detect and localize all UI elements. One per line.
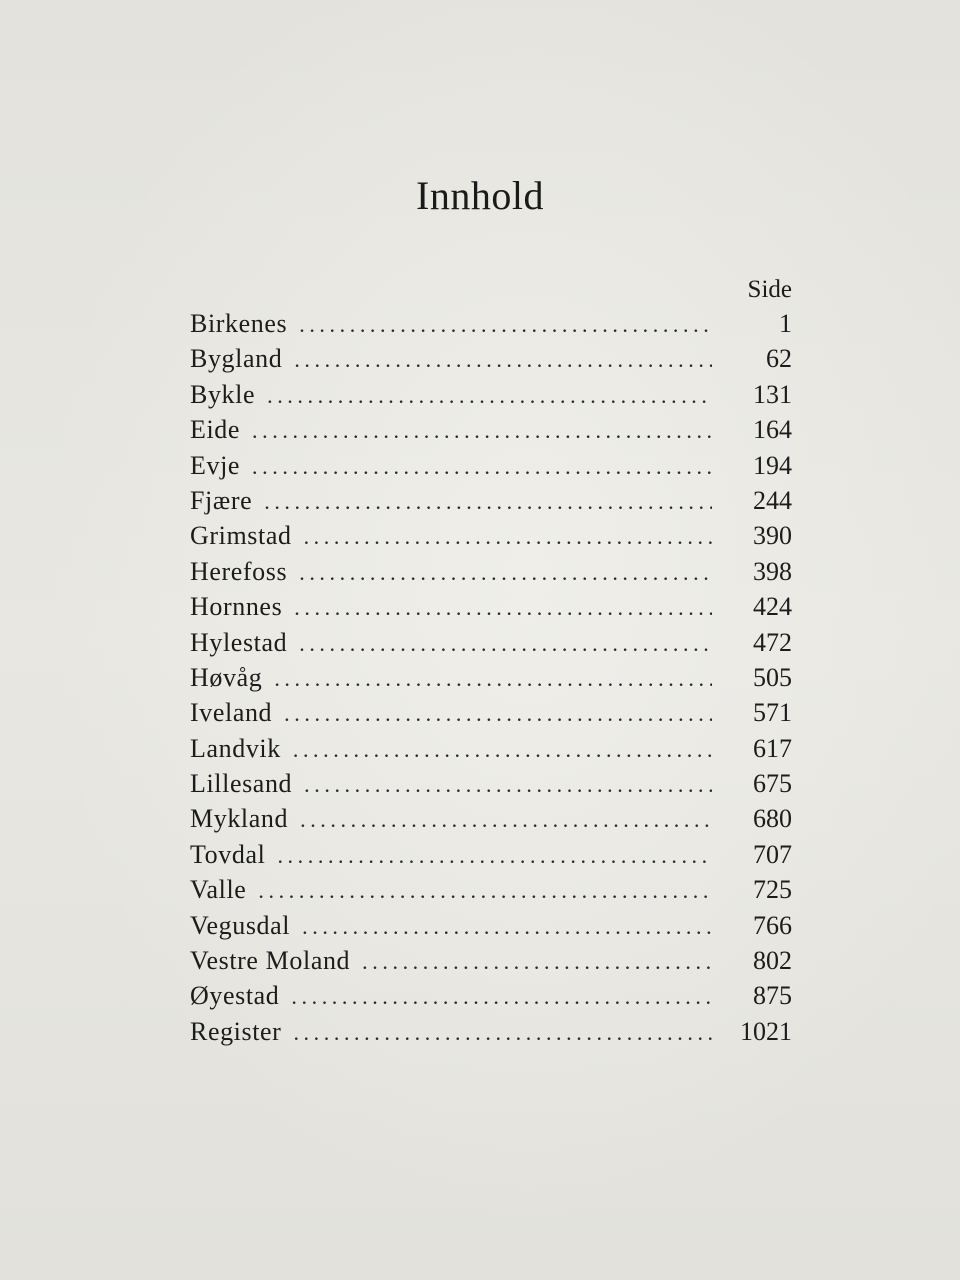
- toc-entry-page-number: 424: [753, 592, 792, 622]
- toc-entry: [190, 589, 792, 624]
- dot-leader: [362, 944, 712, 979]
- dot-leader: [277, 838, 712, 873]
- dot-leader: [299, 307, 712, 342]
- toc-entry: [190, 731, 792, 766]
- toc-entry-page-number: 164: [753, 415, 792, 445]
- toc-entry-page-number: 131: [753, 379, 792, 409]
- dot-leader: [252, 449, 712, 484]
- toc-entry: [190, 1014, 792, 1049]
- toc-entry-name: Register: [190, 1016, 282, 1046]
- dot-leader: [304, 767, 712, 802]
- toc-entry-name: Herefoss: [190, 556, 288, 586]
- toc-entry-name: Grimstad: [190, 521, 292, 551]
- toc-entry-page-number: 398: [753, 556, 792, 586]
- dot-leader: [294, 590, 712, 625]
- page-column-header: Side: [747, 276, 792, 303]
- toc-entry-name: Landvik: [190, 733, 281, 763]
- table-of-contents: [190, 274, 792, 1049]
- toc-entry: [190, 341, 792, 376]
- toc-entry-name: Vegusdal: [190, 910, 291, 940]
- toc-entry-name: Tovdal: [190, 839, 266, 869]
- toc-entry-name: Bygland: [190, 344, 283, 374]
- toc-entry: [190, 660, 792, 695]
- toc-entry-page-number: 505: [753, 662, 792, 692]
- toc-entry-name: Fjære: [190, 485, 253, 515]
- toc-entry: [190, 695, 792, 730]
- toc-entry-name: Høvåg: [190, 662, 263, 692]
- toc-entry: [190, 943, 792, 978]
- toc-entry-page-number: 875: [753, 981, 792, 1011]
- toc-entry: [190, 872, 792, 907]
- toc-entry-name: Lillesand: [190, 769, 293, 799]
- toc-entry-page-number: 62: [766, 344, 792, 374]
- toc-entry: [190, 766, 792, 801]
- dot-leader: [252, 413, 712, 448]
- toc-entry-name: Øyestad: [190, 981, 280, 1011]
- toc-entry-page-number: 675: [753, 769, 792, 799]
- toc-entry: [190, 306, 792, 341]
- dot-leader: [304, 519, 712, 554]
- toc-entry: [190, 554, 792, 589]
- toc-entry-name: Evje: [190, 450, 241, 480]
- dot-leader: [300, 802, 712, 837]
- toc-entry-page-number: 707: [753, 839, 792, 869]
- toc-entry-page-number: 725: [753, 875, 792, 905]
- toc-entry-name: Iveland: [190, 698, 273, 728]
- toc-entry-page-number: 617: [753, 733, 792, 763]
- dot-leader: [294, 342, 712, 377]
- toc-entry-page-number: 802: [753, 946, 792, 976]
- toc-entry-page-number: 194: [753, 450, 792, 480]
- toc-entry: [190, 978, 792, 1013]
- toc-entry-page-number: 1021: [740, 1016, 792, 1046]
- toc-entry-name: Birkenes: [190, 309, 288, 338]
- toc-entry: [190, 377, 792, 412]
- toc-entry: [190, 837, 792, 872]
- toc-entry: [190, 518, 792, 553]
- dot-leader: [274, 661, 712, 696]
- page-title: Innhold: [416, 173, 544, 218]
- toc-entry-page-number: 472: [753, 627, 792, 657]
- toc-entry-name: Bykle: [190, 379, 256, 409]
- toc-entry-page-number: 766: [753, 910, 792, 940]
- toc-entry: [190, 801, 792, 836]
- toc-entry: [190, 448, 792, 483]
- toc-entry-name: Hornnes: [190, 592, 283, 622]
- toc-entry-name: Hylestad: [190, 627, 288, 657]
- toc-entry-name: Eide: [190, 415, 241, 445]
- dot-leader: [302, 909, 712, 944]
- toc-entry-page-number: 390: [753, 521, 792, 551]
- dot-leader: [267, 378, 712, 413]
- toc-entry: [190, 483, 792, 518]
- toc-entry: [190, 625, 792, 660]
- dot-leader: [293, 732, 712, 767]
- dot-leader: [299, 626, 712, 661]
- toc-entry: [190, 412, 792, 447]
- toc-entry-name: Vestre Moland: [190, 946, 351, 976]
- dot-leader: [293, 1015, 712, 1050]
- dot-leader: [264, 484, 712, 519]
- toc-entry: [190, 908, 792, 943]
- dot-leader: [258, 873, 712, 908]
- toc-entry-page-number: 680: [753, 804, 792, 834]
- toc-entry-page-number: 1: [779, 309, 792, 338]
- toc-entry-name: Mykland: [190, 804, 289, 834]
- dot-leader: [291, 979, 712, 1014]
- toc-entry-page-number: 244: [753, 485, 792, 515]
- toc-entry-page-number: 571: [753, 698, 792, 728]
- dot-leader: [299, 555, 712, 590]
- dot-leader: [284, 696, 712, 731]
- toc-entry-name: Valle: [190, 875, 247, 905]
- toc-list: [190, 306, 792, 1049]
